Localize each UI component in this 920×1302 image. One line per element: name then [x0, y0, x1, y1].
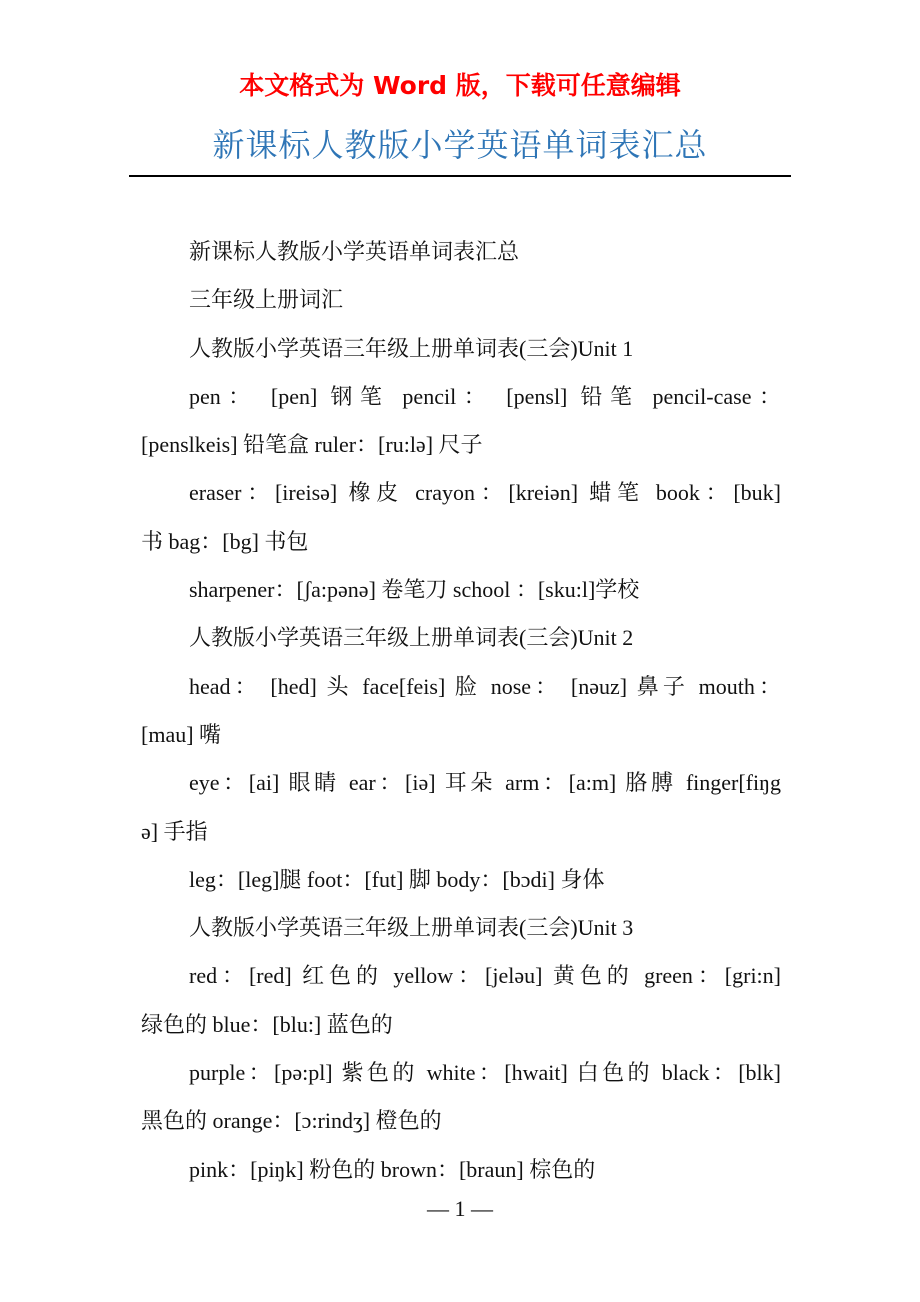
document-title: 新课标人教版小学英语单词表汇总 [212, 126, 708, 164]
text-line: sharpener：[ʃa:pənə] 卷笔刀 school ：[sku:l]学校 [189, 577, 640, 603]
text-line: 人教版小学英语三年级上册单词表(三会)Unit 3 [189, 915, 634, 941]
text-line: 人教版小学英语三年级上册单词表(三会)Unit 1 [189, 335, 634, 361]
text-line: head： [hed] 头 face[feis] 脸 nose： [nəuz] 鼻子 mouth： [189, 673, 781, 699]
text-line: 三年级上册词汇 [189, 287, 344, 313]
header-divider [129, 175, 791, 177]
text-line: leg：[leg]腿 foot：[fut] 脚 body：[bɔdi] 身体 [189, 866, 605, 892]
text-line: 绿色的 blue：[blu:] 蓝色的 [141, 1011, 393, 1037]
text-line: 新课标人教版小学英语单词表汇总 [189, 239, 520, 264]
text-line: [penslkeis] 铅笔盒 ruler：[ru:lə] 尺子 [141, 432, 483, 458]
text-line: red：[red] 红色的 yellow：[jeləu] 黄色的 green：[gri:n] [189, 963, 781, 989]
document-body [141, 232, 781, 1198]
text-line: ə] 手指 [141, 818, 208, 844]
text-line: pen： [pen] 钢笔 pencil： [pensl] 铅笔 pencil-case： [189, 383, 781, 409]
text-line: 书 bag：[bg] 书包 [141, 528, 309, 554]
text-line: 人教版小学英语三年级上册单词表(三会)Unit 2 [189, 625, 634, 651]
text-line: pink：[piŋk] 粉色的 brown：[braun] 棕色的 [189, 1156, 596, 1182]
page-number: — 1 — [427, 1196, 493, 1221]
text-line: [mau] 嘴 [141, 721, 222, 747]
text-line: purple：[pə:pl] 紫色的 white：[hwait] 白色的 black：[blk] [189, 1060, 781, 1086]
text-line: 黑色的 orange：[ɔ:rindʒ] 橙色的 [141, 1108, 442, 1134]
text-line: eraser：[ireisə] 橡皮 crayon：[kreiən] 蜡笔 book：[buk] [189, 480, 781, 506]
format-notice: 本文格式为 Word 版，下载可任意编辑 [239, 71, 681, 100]
text-line: eye：[ai] 眼睛 ear：[iə] 耳朵 arm：[a:m] 胳膊 finger[fiŋg [189, 770, 781, 796]
